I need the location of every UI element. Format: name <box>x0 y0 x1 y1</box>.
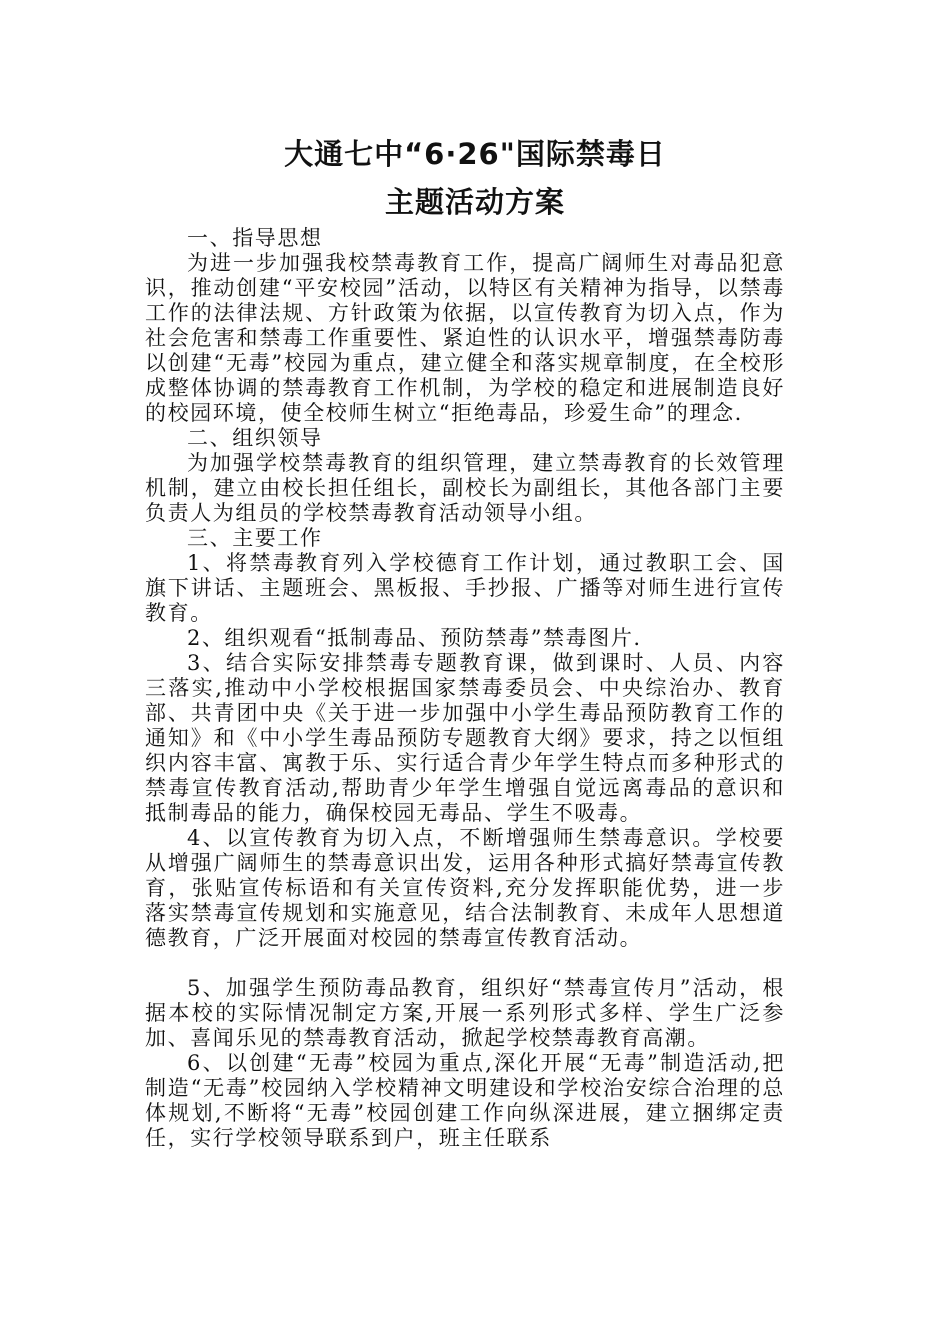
paragraph-work-item-5: 5、加强学生预防毒品教育，组织好“禁毒宣传月”活动，根据本校的实际情况制定方案,开展一系列形式多样、学生广泛参加、喜闻乐见的禁毒教育活动，掀起学校禁毒教育高潮。 <box>145 976 785 1050</box>
title-line-1: 大通七中“6·26"国际禁毒日 <box>284 137 666 171</box>
title-line-2: 主题活动方案 <box>384 185 565 219</box>
paragraph-work-item-4: 4、以宣传教育为切入点，不断增强师生禁毒意识。学校要从增强广阔师生的禁毒意识出发，运用各种形式搞好禁毒宣传教育，张贴宣传标语和有关宣传资料,充分发挥职能优势，进一步落实禁毒宣传规划和实施意见，结合法制教育、未成年人思想道德教育，广泛开展面对校园的禁毒宣传教育活动。 <box>145 826 785 950</box>
section-heading-guiding-ideology: 一、指导思想 <box>187 226 323 250</box>
paragraph-guiding-ideology: 为进一步加强我校禁毒教育工作，提高广阔师生对毒品犯意识，推动创建“平安校园”活动，以特区有关精神为指导，以禁毒工作的法律法规、方针政策为依据，以宣传教育为切入点，作为社会危害和禁毒工作重要性、紧迫性的认识水平，增强禁毒防毒以创建“无毒”校园为重点，建立健全和落实规章制度，在全校形成整体协调的禁毒教育工作机制，为学校的稳定和进展制造良好的校园环境，使全校师生树立“拒绝毒品，珍爱生命”的理念. <box>145 251 785 425</box>
document-title <box>0 130 950 226</box>
paragraph-organization: 为加强学校禁毒教育的组织管理，建立禁毒教育的长效管理机制，建立由校长担任组长，副校长为副组长，其他各部门主要负责人为组员的学校禁毒教育活动领导小组。 <box>145 451 785 525</box>
paragraph-work-item-1: 1、将禁毒教育列入学校德育工作计划，通过教职工会、国旗下讲话、主题班会、黑板报、手抄报、广播等对师生进行宣传教育。 <box>145 551 785 625</box>
paragraph-work-item-6: 6、以创建“无毒”校园为重点,深化开展“无毒”制造活动,把制造“无毒”校园纳入学校精神文明建设和学校治安综合治理的总体规划,不断将“无毒”校园创建工作向纵深进展，建立捆绑定责任，实行学校领导联系到户，班主任联系 <box>145 1051 785 1150</box>
paragraph-work-item-2: 2、组织观看“抵制毒品、预防禁毒”禁毒图片. <box>187 626 642 650</box>
section-heading-organization: 二、组织领导 <box>187 426 323 450</box>
section-heading-main-work: 三、主要工作 <box>187 526 323 550</box>
paragraph-work-item-3: 3、结合实际安排禁毒专题教育课，做到课时、人员、内容三落实,推动中小学校根据国家禁毒委员会、中央综治办、教育部、共青团中央《关于进一步加强中小学生毒品预防教育工作的通知》和《中小学生毒品预防专题教育大纲》要求，持之以恒组织内容丰富、寓教于乐、实行适合青少年学生特点而多种形式的禁毒宣传教育活动,帮助青少年学生增强自觉远离毒品的意识和抵制毒品的能力，确保校园无毒品、学生不吸毒。 <box>145 651 785 825</box>
document-body <box>145 226 785 1151</box>
